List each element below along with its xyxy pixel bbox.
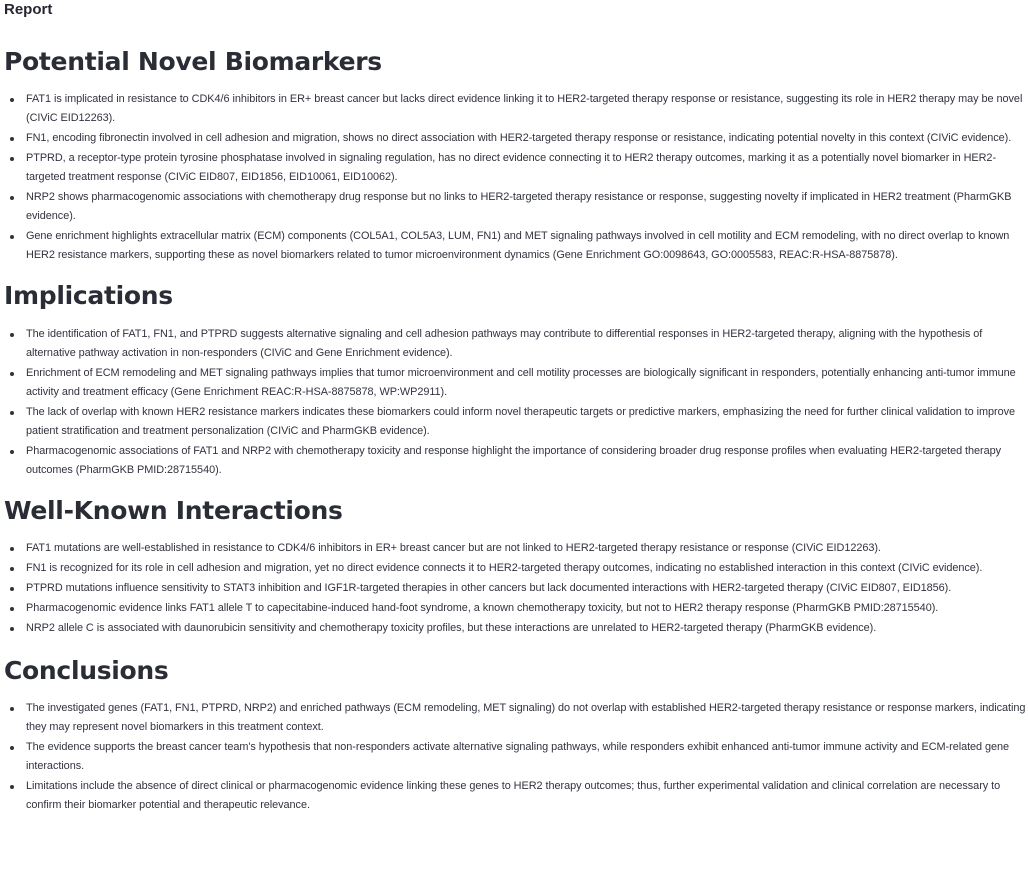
- list-item: The lack of overlap with known HER2 resistance markers indicates these biomarkers could inform novel therapeutic targets or predictive markers, emphasizing the need for further clinical validation to improve patient stratification and treatment personalization (CIViC and PharmGKB evidence).: [26, 403, 1026, 442]
- conclusions-list: [4, 699, 1026, 816]
- list-item: NRP2 shows pharmacogenomic associations with chemotherapy drug response but no links to HER2-targeted therapy resistance or response, suggesting novelty if implicated in HER2 treatment (PharmGKB evidence).: [26, 188, 1026, 227]
- implications-list: [4, 325, 1026, 481]
- list-item: PTPRD, a receptor-type protein tyrosine phosphatase involved in signaling regulation, has no direct evidence connecting it to HER2 therapy outcomes, marking it as a potentially novel biomarker in HER2-targeted treatment response (CIViC EID807, EID1856, EID10061, EID10062).: [26, 149, 1026, 188]
- list-item: FAT1 is implicated in resistance to CDK4/6 inhibitors in ER+ breast cancer but lacks direct evidence linking it to HER2-targeted therapy response or resistance, suggesting its role in HER2 therapy may be novel (CIViC EID12263).: [26, 90, 1026, 129]
- list-item: Pharmacogenomic evidence links FAT1 allele T to capecitabine-induced hand-foot syndrome, a known chemotherapy toxicity, but not to HER2 therapy response (PharmGKB PMID:28715540).: [26, 599, 1026, 619]
- list-item: FN1 is recognized for its role in cell adhesion and migration, yet no direct evidence connects it to HER2-targeted therapy outcomes, indicating no established interaction in this context (CIViC evidence).: [26, 559, 1026, 579]
- list-item: Pharmacogenomic associations of FAT1 and NRP2 with chemotherapy toxicity and response highlight the importance of considering broader drug response profiles when evaluating HER2-targeted therapy outcomes (PharmGKB PMID:28715540).: [26, 442, 1026, 481]
- list-item: FAT1 mutations are well-established in resistance to CDK4/6 inhibitors in ER+ breast cancer but are not linked to HER2-targeted therapy resistance or response (CIViC EID12263).: [26, 539, 1026, 559]
- report-label: Report: [4, 1, 53, 18]
- list-item: NRP2 allele C is associated with daunorubicin sensitivity and chemotherapy toxicity profiles, but these interactions are unrelated to HER2-targeted therapy (PharmGKB evidence).: [26, 619, 1026, 639]
- list-item: The identification of FAT1, FN1, and PTPRD suggests alternative signaling and cell adhesion pathways may contribute to differential responses in HER2-targeted therapy, aligning with the hypothesis of alternative pathway activation in non-responders (CIViC and Gene Enrichment evidence).: [26, 325, 1026, 364]
- list-item: Enrichment of ECM remodeling and MET signaling pathways implies that tumor microenvironment and cell motility processes are biologically significant in responders, potentially enhancing anti-tumor immune activity and treatment efficacy (Gene Enrichment REAC:R-HSA-8875878, WP:WP2911).: [26, 364, 1026, 403]
- well-known-interactions-list: [4, 539, 1026, 639]
- list-item: PTPRD mutations influence sensitivity to STAT3 inhibition and IGF1R-targeted therapies in other cancers but lack documented interactions with HER2-targeted therapy (CIViC EID807, EID1856).: [26, 579, 1026, 599]
- section-title-novel-biomarkers: Potential Novel Biomarkers: [4, 47, 382, 76]
- list-item: Limitations include the absence of direct clinical or pharmacogenomic evidence linking these genes to HER2 therapy outcomes; thus, further experimental validation and clinical correlation are necessary to confirm their biomarker potential and therapeutic relevance.: [26, 777, 1026, 816]
- section-title-implications: Implications: [4, 281, 173, 310]
- list-item: The evidence supports the breast cancer team's hypothesis that non-responders activate alternative signaling pathways, while responders exhibit enhanced anti-tumor immune activity and ECM-related gene interactions.: [26, 738, 1026, 777]
- section-title-well-known-interactions: Well-Known Interactions: [4, 496, 343, 525]
- list-item: The investigated genes (FAT1, FN1, PTPRD, NRP2) and enriched pathways (ECM remodeling, MET signaling) do not overlap with established HER2-targeted therapy resistance or response markers, indicating they may represent novel biomarkers in this treatment context.: [26, 699, 1026, 738]
- list-item: FN1, encoding fibronectin involved in cell adhesion and migration, shows no direct association with HER2-targeted therapy response or resistance, indicating potential novelty in this context (CIViC evidence).: [26, 129, 1026, 149]
- section-title-conclusions: Conclusions: [4, 656, 169, 685]
- novel-biomarkers-list: [4, 90, 1026, 266]
- list-item: Gene enrichment highlights extracellular matrix (ECM) components (COL5A1, COL5A3, LUM, FN1) and MET signaling pathways involved in cell motility and ECM remodeling, with no direct overlap to known HER2 resistance markers, supporting these as novel biomarkers related to tumor microenvironment dynamics (Gene Enrichment GO:0098643, GO:0005583, REAC:R-HSA-8875878).: [26, 227, 1026, 266]
